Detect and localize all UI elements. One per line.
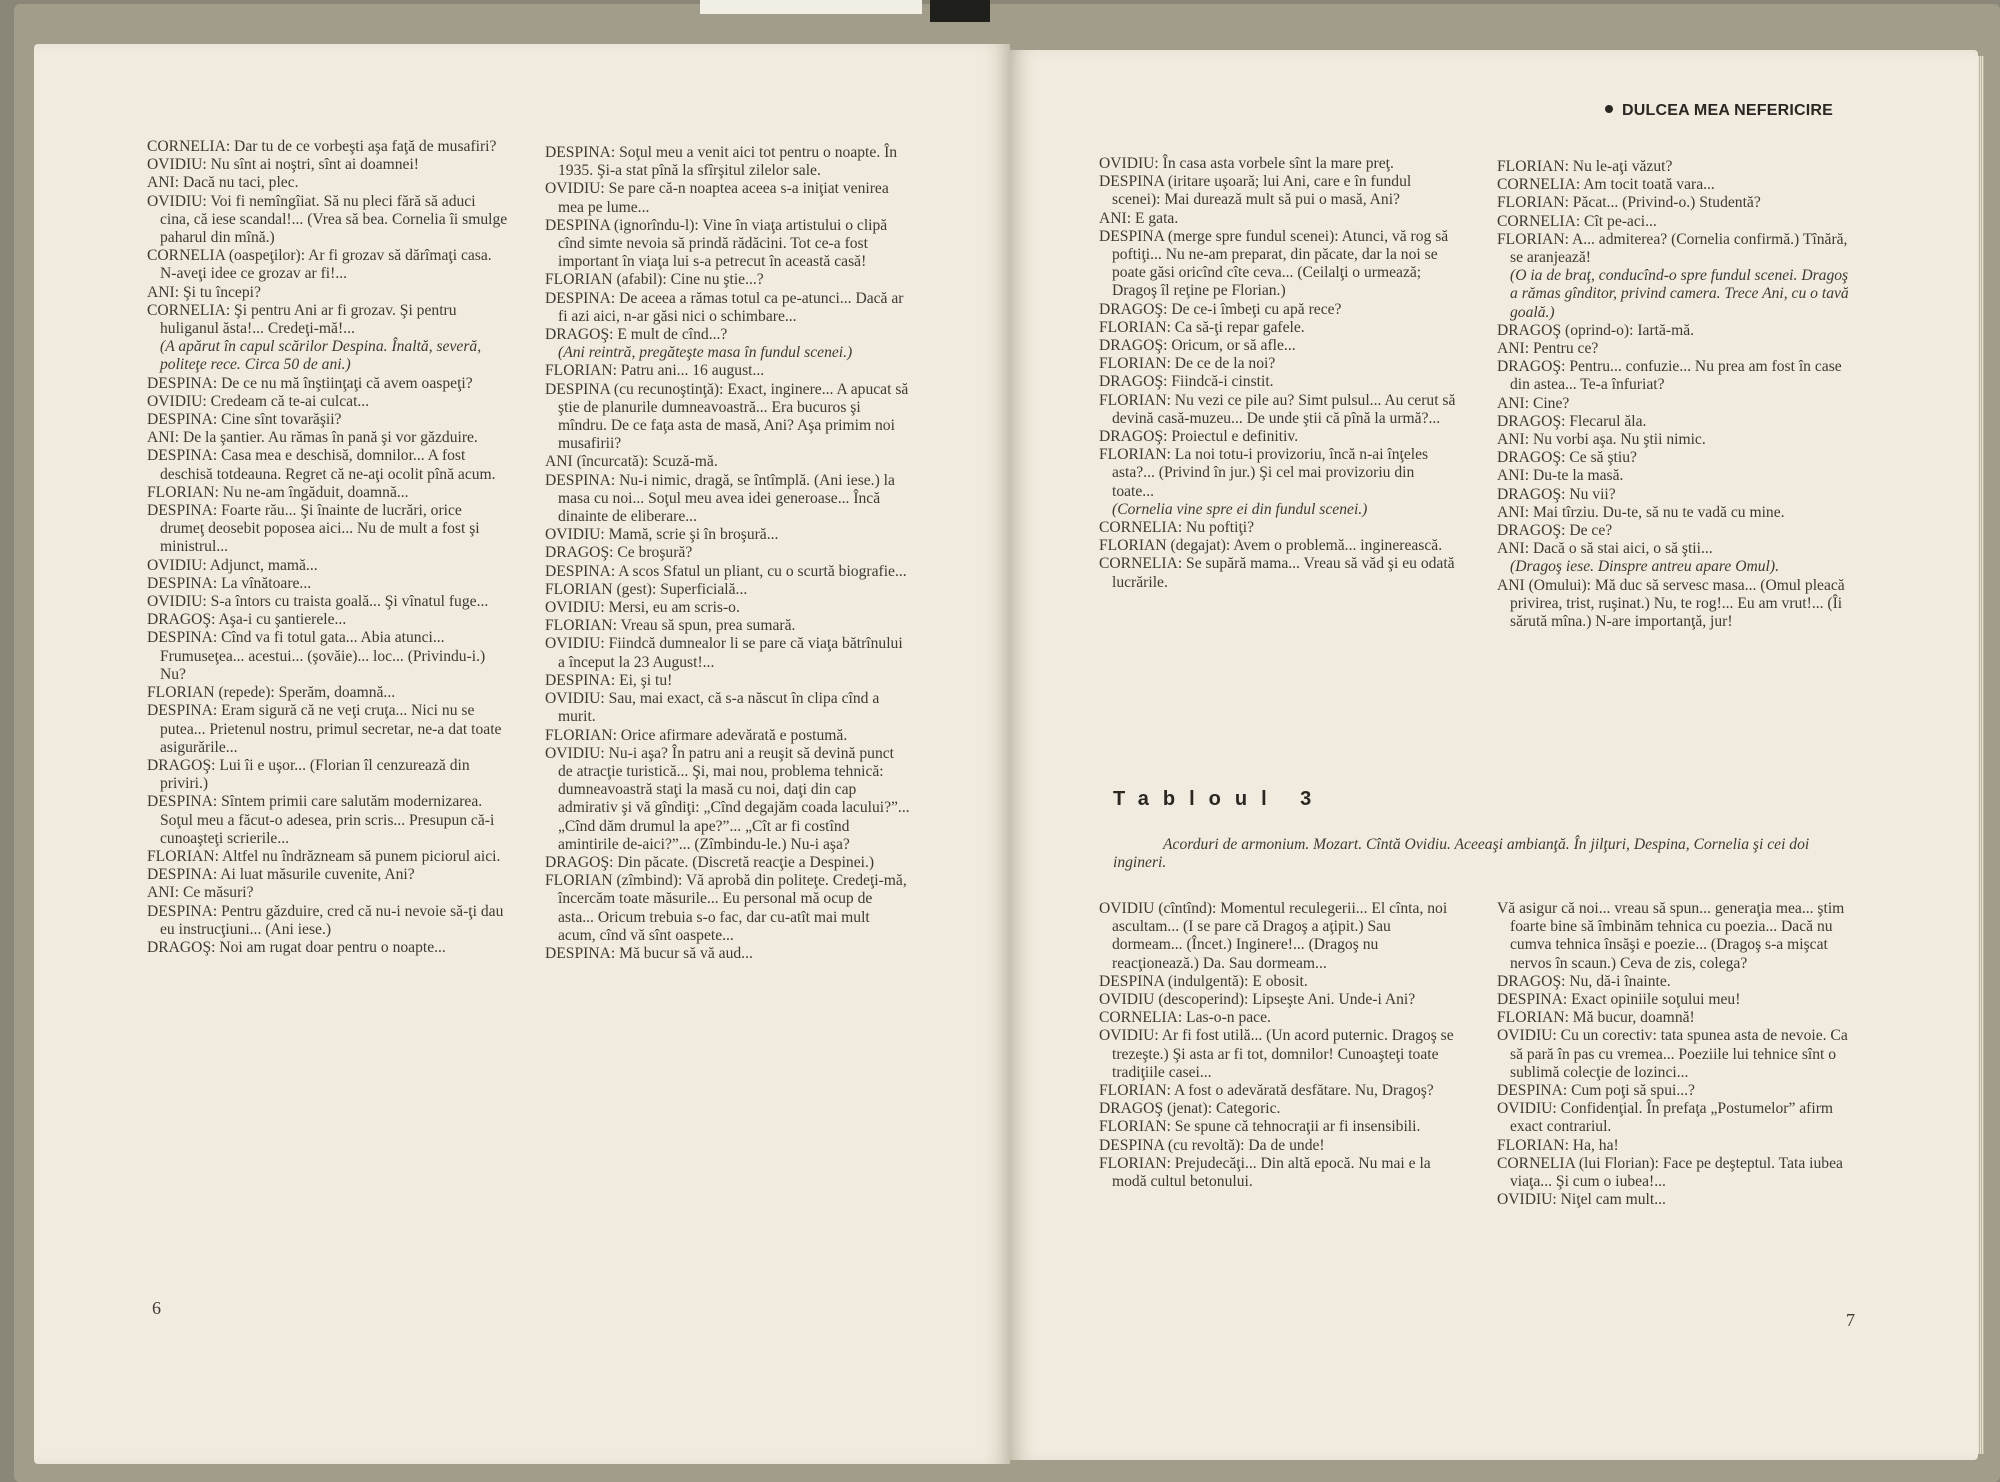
dialogue-line: FLORIAN (afabil): Cine nu ştie...? (545, 271, 764, 289)
dialogue-line: CORNELIA: Dar tu de ce vorbeşti aşa faţă de musafiri? (147, 138, 497, 155)
running-header (1605, 102, 1833, 120)
dialogue-line: CORNELIA: Şi pentru Ani ar fi grozav. Şi pentru huliganul ăsta!... Credeţi-mă!... (147, 301, 457, 338)
stage-direction: (A apărut în capul scărilor Despina. Înaltă, severă, politeţe rece. Circa 50 de ani.) (160, 338, 482, 374)
stage-direction: (Ani reintră, pregăteşte masa în fundul scenei.) (558, 344, 853, 362)
dialogue-line: ANI: De la şantier. Au rămas în pană şi vor găzduire. (147, 429, 478, 447)
dialogue-line: FLORIAN (zîmbind): Vă aprobă din politeţe. Credeţi-mă, încercăm toate măsurile... Eu personal mă ocup de asta... Oricum trebuia s-o fac, dar cu-atît mai mult acum, cînd vă sînt oaspete... (545, 872, 907, 944)
dialogue-line: OVIDIU: Confidenţial. În prefaţa „Postumelor” afirm exact contrariul. (1497, 1100, 1834, 1136)
dialogue-line: DRAGOŞ: Pentru... confuzie... Nu prea am fost în case din astea... Te-a înfuriat? (1497, 358, 1842, 394)
dialogue-line: DESPINA: Eram sigură că ne veţi cruţa... Nici nu se putea... Prietenul nostru, primul secretar, ne-a dat toate asigurările... (147, 702, 502, 756)
dialogue-line: OVIDIU: Credeam că te-ai culcat... (147, 392, 370, 410)
dialogue-line: DRAGOŞ: Noi am rugat doar pentru o noapte... (147, 938, 446, 956)
dialogue-line: DRAGOŞ: Nu, dă-i înainte. (1497, 972, 1671, 990)
dialogue-line: OVIDIU: S-a întors cu traista goală... Şi vînatul fuge... (147, 593, 489, 611)
dialogue-line: ANI (încurcată): Scuză-mă. (545, 453, 718, 471)
dialogue-line: OVIDIU: Ar fi fost utilă... (Un acord puternic. Dragoş se trezeşte.) Şi asta ar fi tot, domnilor! Cunoaşteţi toate tradiţiile casei... (1099, 1027, 1454, 1081)
dialogue-line: FLORIAN: Ca să-ţi repar gafele. (1099, 318, 1305, 336)
dialogue-line: CORNELIA: Am tocit toată vara... (1497, 176, 1715, 194)
dialogue-line: ANI (Omului): Mă duc să servesc masa... (Omul pleacă privirea, trist, ruşinat.) Nu, te rog!... Eu am vrut!... (Îi sărută mîna.) N-are importanţă, jur! (1497, 576, 1845, 631)
dialogue-line: FLORIAN: Nu vezi ce pile au? Simt pulsul... Au cerut să devină casă-muzeu... De unde ştii că pînă la urmă?... (1099, 391, 1456, 427)
dialogue-line: DESPINA (indulgentă): E obosit. (1099, 972, 1308, 990)
dialogue-line: DRAGOŞ (jenat): Categoric. (1099, 1100, 1281, 1118)
dialogue-line: DESPINA: Foarte rău... Şi înainte de lucrări, orice drumeţ deosebit poposea aici... Nu de mult a fost şi ministrul... (147, 502, 480, 556)
dialogue-line: ANI: Dacă o să stai aici, o să ştii... (1497, 540, 1713, 558)
dialogue-line: DESPINA (cu recunoştinţă): Exact, inginere... A apucat să ştie de planurile dumneavoastră... Era bucuros şi mîndru. De ce faţa asta de masă, Ani? Aşa primim noi musafirii? (545, 380, 909, 453)
dialogue-line: CORNELIA (lui Florian): Face pe deşteptul. Tata iubea viaţa... Şi cum o iubea!... (1497, 1154, 1843, 1191)
dialogue-line: DRAGOŞ: De ce-i îmbeţi cu apă rece? (1099, 300, 1342, 318)
dialogue-line: DRAGOŞ: E mult de cînd...? (545, 326, 728, 344)
dialogue-line: FLORIAN: Mă bucur, doamnă! (1497, 1009, 1695, 1027)
dialogue-line: CORNELIA: Nu poftiţi? (1099, 519, 1255, 537)
dialogue-line: DRAGOŞ: Fiindcă-i cinstit. (1099, 373, 1274, 391)
dialogue-line: DRAGOŞ: Ce să ştiu? (1497, 449, 1637, 467)
dialogue-line: FLORIAN (gest): Superficială... (545, 580, 748, 598)
dialogue-line: FLORIAN: A fost o adevărată desfătare. Nu, Dragoş? (1099, 1082, 1434, 1100)
dialogue-line: OVIDIU: Sau, mai exact, că s-a născut în clipa cînd a murit. (545, 690, 880, 726)
page-number-left: 6 (152, 1298, 161, 1318)
dialogue-line: FLORIAN: Orice afirmare adevărată e postumă. (545, 726, 848, 744)
dialogue-line: FLORIAN: Patru ani... 16 august... (545, 362, 765, 380)
dialogue-line: Vă asigur că noi... vreau să spun... generaţia mea... ştim foarte bine să îmbinăm tehnica cu poezia... Dacă nu cumva tehnica însăşi e poezie... (Dragoş s-a mişcat nervos în scaun.) Ceva de zis, colega? (1497, 900, 1845, 972)
dialogue-line: DESPINA: Cînd va fi totul gata... Abia atunci... Frumuseţea... acestui... (şovăie)... loc... (Privindu-i.) Nu? (147, 629, 486, 683)
dialogue-line: DESPINA (iritare uşoară; lui Ani, care e în fundul scenei): Mai durează mult să pui o masă, Ani? (1099, 173, 1412, 209)
page-number-right: 7 (1846, 1310, 1855, 1330)
paper-strip (700, 0, 922, 14)
dialogue-line: OVIDIU: Cu un corectiv: tata spunea asta de nevoie. Ca să pară în pas cu vremea... Poeziile lui tehnice sînt o sublimă colecţie de lozinci... (1497, 1027, 1848, 1081)
dialogue-line: FLORIAN: Vreau să spun, prea sumară. (545, 617, 796, 635)
dialogue-line: OVIDIU: Nu sînt ai noştri, sînt ai doamnei! (147, 156, 419, 174)
dialogue-line: OVIDIU: Adjunct, mamă... (147, 556, 318, 574)
dialogue-line: FLORIAN: Altfel nu îndrăzneam să punem piciorul aici. (147, 847, 501, 865)
dialogue-line: CORNELIA: Se supără mama... Vreau să văd şi eu odată lucrările. (1099, 555, 1455, 591)
dialogue-line: DESPINA: Nu-i nimic, dragă, se întîmplă. (Ani iese.) la masa cu noi... Soţul meu avea idei generoase... Încă dinainte de eliberare... (545, 471, 895, 526)
dialogue-line: DESPINA: Pentru găzduire, cred că nu-i nevoie să-ţi dau eu instrucţiuni... (Ani iese.) (147, 902, 504, 938)
dialogue-line: FLORIAN: Prejudecăţi... Din altă epocă. Nu mai e la modă cultul betonului. (1099, 1154, 1431, 1191)
stage-direction: (Cornelia vine spre ei din fundul scenei.) (1112, 500, 1368, 518)
left-page-column-2 (545, 144, 910, 963)
dialogue-line: DESPINA: Cum poţi să spui...? (1497, 1082, 1695, 1100)
dialogue-line: ANI: Pentru ce? (1497, 340, 1599, 358)
tableau-stage-direction: Acorduri de armonium. Mozart. Cîntă Ovidiu. Aceeaşi ambianţă. În jilţuri, Despina, Cornelia şi cei doi ingineri. (1113, 836, 1810, 872)
dialogue-line: DESPINA: De aceea a rămas totul ca pe-atunci... Dacă ar fi azi aici, n-ar găsi nici o schimbare... (545, 289, 904, 325)
dialogue-line: DRAGOŞ: Proiectul e definitiv. (1099, 428, 1299, 446)
dialogue-line: OVIDIU: Voi fi nemîngîiat. Să nu pleci fără să aduci cina, că iese scandal!... (Vrea să bea. Cornelia îi smulge paharul din mînă.) (147, 192, 508, 247)
dialogue-line: OVIDIU: Mersi, eu am scris-o. (545, 599, 740, 617)
dialogue-line: FLORIAN: Se spune că tehnocraţii ar fi insensibili. (1099, 1118, 1421, 1136)
dialogue-line: DESPINA: Sîntem primii care salutăm modernizarea. Soţul meu a făcut-o adesea, prin scris... Presupun că-i cunoaşteţi scrierile... (147, 793, 495, 847)
dialogue-line: CORNELIA: Las-o-n pace. (1099, 1009, 1271, 1027)
right-page-column-1 (1099, 155, 1460, 592)
stage-direction: (Dragoş iese. Dinspre antreu apare Omul). (1510, 558, 1779, 576)
dialogue-line: FLORIAN (repede): Sperăm, doamnă... (147, 684, 396, 702)
tableau-title: Tabloul 3 (1113, 788, 1326, 810)
dialogue-line: OVIDIU: Se pare că-n noaptea aceea s-a iniţiat venirea mea pe lume... (545, 180, 889, 216)
dialogue-line: FLORIAN: Păcat... (Privind-o.) Studentă? (1497, 194, 1761, 212)
dialogue-line: CORNELIA: Cît pe-aci... (1497, 212, 1657, 230)
running-header-text: DULCEA MEA NEFERICIRE (1622, 102, 1834, 119)
tableau-column-1 (1099, 900, 1460, 1191)
dialogue-line: ANI: Cine? (1497, 394, 1570, 412)
dialogue-line: FLORIAN: A... admiterea? (Cornelia confirmă.) Tînără, se aranjează! (1497, 230, 1848, 267)
dialogue-line: FLORIAN: Ha, ha! (1497, 1136, 1619, 1154)
dialogue-line: ANI: Mai tîrziu. Du-te, să nu te vadă cu mine. (1497, 503, 1785, 521)
dialogue-line: DRAGOŞ (oprind-o): Iartă-mă. (1497, 321, 1695, 339)
dialogue-line: OVIDIU: Nu-i aşa? În patru ani a reuşit să devină punct de atracţie turistică... Şi, mai nou, problema tehnică: dumneavoastră staţi la masă cu noi, daţi din cap admirativ şi vă gîndiţi: „Cînd degajăm coada lacului?”... „Cînd dăm drumul la ape?”... „Cît ar fi costînd amintirile de-aici?”... (Zîmbindu-le.) Nu-i aşa? (545, 744, 910, 853)
dialogue-line: DESPINA: La vînătoare... (147, 574, 312, 592)
dialogue-line: DESPINA: Casa mea e deschisă, domnilor... A fost deschisă totdeauna. Regret că ne-aţi ocolit pînă acum. (147, 447, 496, 483)
dialogue-line: OVIDIU: În casa asta vorbele sînt la mare preţ. (1099, 155, 1394, 172)
tableau-column-2 (1497, 900, 1858, 1209)
dialogue-line: DESPINA: Cine sînt tovarăşii? (147, 411, 342, 429)
black-strip (930, 0, 990, 22)
dialogue-line: DESPINA: Exact opiniile soţului meu! (1497, 991, 1741, 1009)
dialogue-line: OVIDIU: Fiindcă dumnealor li se pare că viaţa bătrînului a început la 23 August!... (545, 635, 903, 671)
dialogue-line: OVIDIU (cîntînd): Momentul reculegerii... El cînta, noi ascultam... (I se pare că Dragoş a aţipit.) Sau dormeam... (Încet.) Inginere!... (Dragoş nu reacţionează.) Da. Sau dormeam... (1099, 900, 1448, 972)
dialogue-line: DRAGOŞ: Aşa-i cu şantierele... (147, 611, 347, 629)
right-page-column-2 (1497, 158, 1858, 631)
dialogue-line: DESPINA: A scos Sfatul un pliant, cu o scurtă biografie... (545, 562, 907, 580)
dialogue-line: DESPINA: Ai luat măsurile cuvenite, Ani? (147, 866, 415, 884)
dialogue-line: DRAGOŞ: Flecarul ăla. (1497, 412, 1647, 430)
dialogue-line: FLORIAN: Nu le-aţi văzut? (1497, 158, 1673, 175)
dialogue-line: DRAGOŞ: Nu vii? (1497, 485, 1616, 503)
dialogue-line: DESPINA (merge spre fundul scenei): Atunci, vă rog să poftiţi... Nu ne-am preparat, din păcate, dar la noi se poate găsi oricînd cîte ceva... (Ceilalţi o urmează; Dragoş îl reţine pe Florian.) (1099, 227, 1449, 300)
dialogue-line: ANI: Şi tu începi? (147, 283, 261, 301)
dialogue-line: OVIDIU: Mamă, scrie şi în broşură... (545, 526, 779, 544)
dialogue-line: FLORIAN (degajat): Avem o problemă... inginerească. (1099, 537, 1443, 555)
dialogue-line: DESPINA: Soţul meu a venit aici tot pentru o noapte. În 1935. Şi-a stat pînă la sfîrşitul zilelor sale. (545, 144, 898, 180)
dialogue-line: ANI: Ce măsuri? (147, 884, 254, 902)
dialogue-line: FLORIAN: La noi totu-i provizoriu, încă n-ai înţeles asta?... (Privind în jur.) Şi cel mai provizoriu din toate... (1099, 446, 1429, 500)
left-page-column-1 (147, 138, 508, 957)
dialogue-line: OVIDIU: Niţel cam mult... (1497, 1191, 1666, 1209)
dialogue-line: DESPINA: Ei, şi tu! (545, 671, 673, 689)
dialogue-line: ANI: Dacă nu taci, plec. (147, 174, 299, 192)
dialogue-line: ANI: Nu vorbi aşa. Nu ştii nimic. (1497, 431, 1706, 449)
dialogue-line: DESPINA: Mă bucur să vă aud... (545, 944, 753, 962)
dialogue-line: CORNELIA (oaspeţilor): Ar fi grozav să dărîmaţi casa. N-aveţi idee ce grozav ar fi!... (147, 247, 492, 283)
page-edges (1978, 56, 1984, 1454)
dialogue-line: DESPINA (cu revoltă): Da de unde! (1099, 1136, 1325, 1154)
bullet-icon (1605, 105, 1613, 113)
dialogue-line: ANI: E gata. (1099, 209, 1179, 227)
dialogue-line: DRAGOŞ: Oricum, or să afle... (1099, 337, 1296, 355)
dialogue-line: DESPINA: De ce nu mă înştiinţaţi că avem oaspeţi? (147, 374, 473, 392)
dialogue-line: DRAGOŞ: Din păcate. (Discretă reacţie a Despinei.) (545, 853, 875, 871)
stage-direction: (O ia de braţ, conducînd-o spre fundul scenei. Dragoş a rămas gînditor, privind camera. Trece Ani, cu o tavă goală.) (1510, 267, 1849, 321)
dialogue-line: OVIDIU (descoperind): Lipseşte Ani. Unde-i Ani? (1099, 991, 1416, 1009)
dialogue-line: DRAGOŞ: Ce broşură? (545, 544, 693, 562)
dialogue-line: DRAGOŞ: De ce? (1497, 522, 1613, 540)
dialogue-line: DESPINA (ignorîndu-l): Vine în viaţa artistului o clipă cînd simte nevoia să prindă rădăcini. Tot ce-a fost important în viaţa lui s-a petrecut în această casă! (545, 216, 888, 271)
dialogue-line: DRAGOŞ: Lui îi e uşor... (Florian îl cenzurează din priviri.) (147, 756, 470, 793)
dialogue-line: FLORIAN: De ce de la noi? (1099, 355, 1276, 373)
dialogue-line: ANI: Du-te la masă. (1497, 467, 1624, 485)
dialogue-line: FLORIAN: Nu ne-am îngăduit, doamnă... (147, 483, 409, 501)
